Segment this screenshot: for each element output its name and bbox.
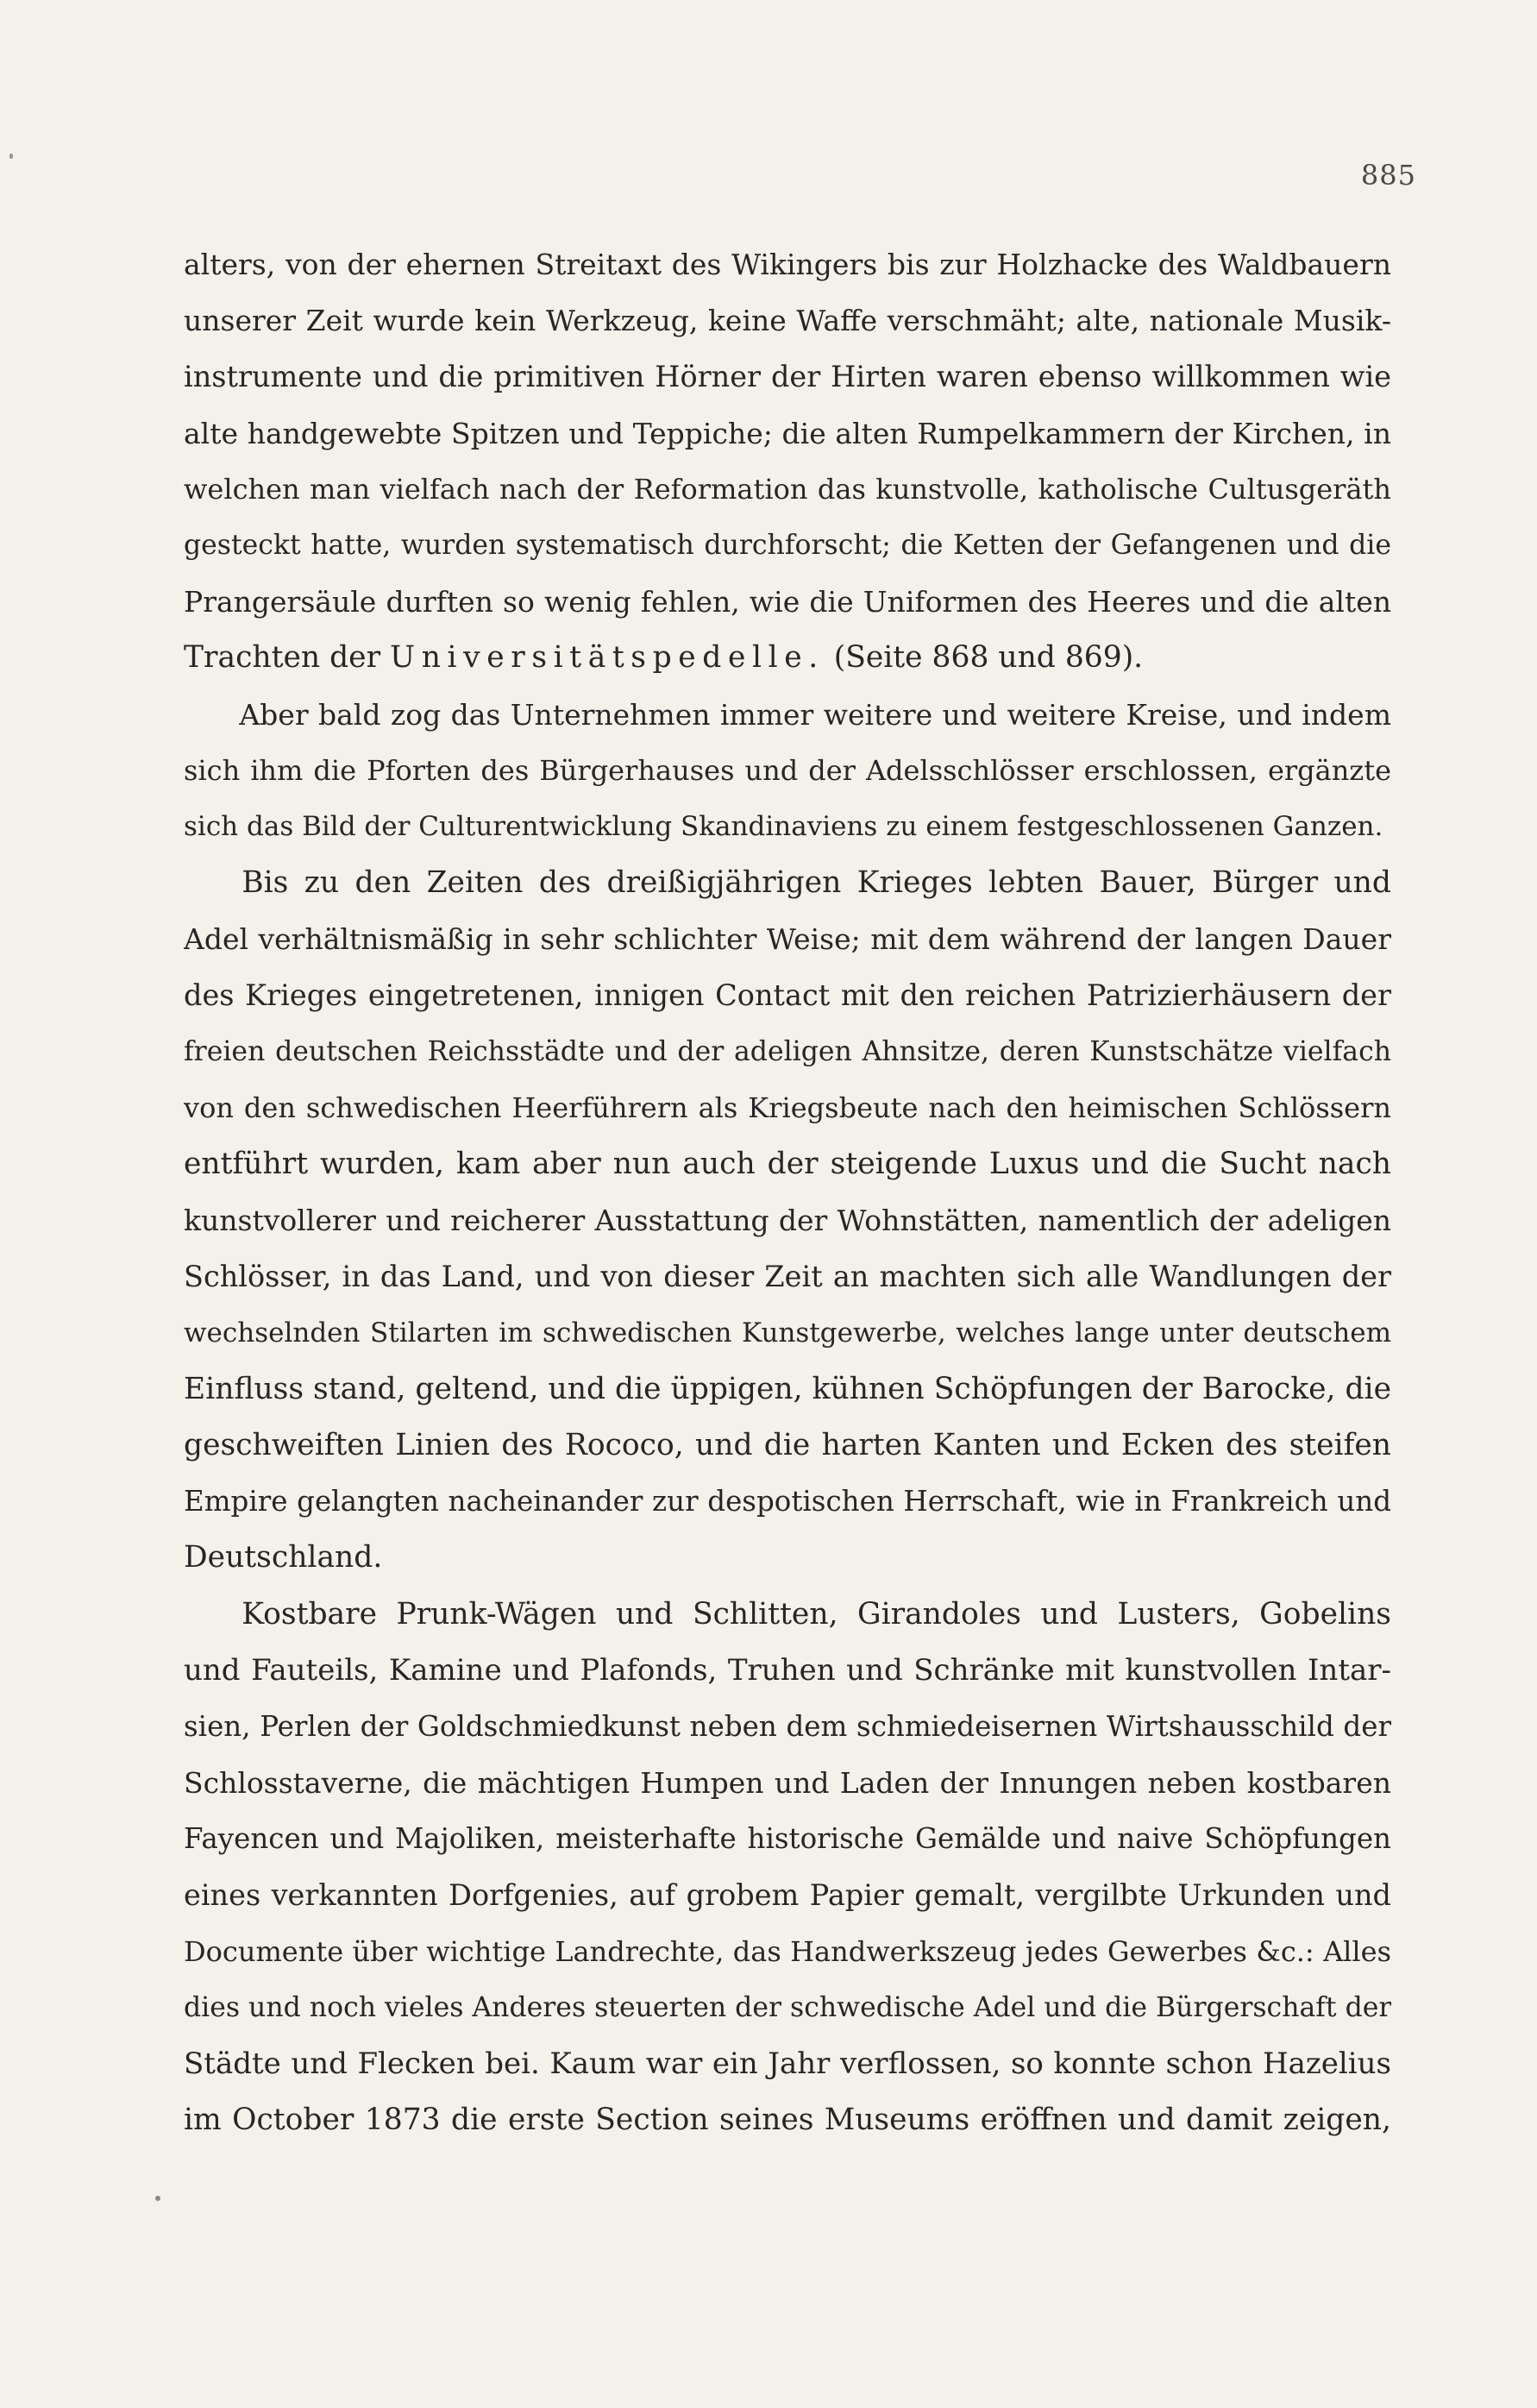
- text-line: Empire gelangten nacheinander zur despotischen Herrschaft, wie in Frankreich und: [184, 1485, 1391, 1518]
- text-line: und Fauteils, Kamine und Plafonds, Truhen und Schränke mit kunstvollen Intar-: [184, 1652, 1391, 1688]
- text-line: wechselnden Stilarten im schwedischen Kunstgewerbe, welches lange unter deutschem: [184, 1317, 1391, 1349]
- text-line: sien, Perlen der Goldschmiedkunst neben dem schmiedeisernen Wirtshausschild der: [184, 1709, 1391, 1743]
- text-line: Documente über wichtige Landrechte, das Handwerkszeug jedes Gewerbes &c.: Alles: [184, 1934, 1391, 1968]
- text-line: Bis zu den Zeiten des dreißigjährigen Krieges lebten Bauer, Bürger und: [242, 865, 1391, 901]
- text-line: [184, 630, 1391, 686]
- text-line: eines verkannten Dorfgenies, auf grobem Papier gemalt, vergilbte Urkunden und: [184, 1878, 1391, 1913]
- text-line: kunstvollerer und reicherer Ausstattung der Wohnstätten, namentlich der adeligen: [184, 1204, 1391, 1238]
- text-line: im October 1873 die erste Section seines Museums eröffnen und damit zeigen,: [184, 2103, 1391, 2138]
- text-line: Einfluss stand, geltend, und die üppigen, kühnen Schöpfungen der Barocke, die: [184, 1371, 1391, 1406]
- text-line: unserer Zeit wurde kein Werkzeug, keine Waffe verschmäht; alte, nationale Musik-: [184, 304, 1391, 338]
- text-line: welchen man vielfach nach der Reformation das kunstvolle, katholische Cultusgeräth: [184, 472, 1391, 506]
- text-line: Städte und Flecken bei. Kaum war ein Jahr verflossen, so konnte schon Hazelius: [184, 2046, 1391, 2081]
- page-reference: (Seite 868 und 869).: [833, 640, 1144, 676]
- text-line: Schlösser, in das Land, und von dieser Zeit an machten sich alle Wandlungen der: [184, 1260, 1391, 1294]
- text-line: dies und noch vieles Anderes steuerten der schwedische Adel und die Bürgerschaft der: [184, 1991, 1391, 2023]
- text-line: des Krieges eingetretenen, innigen Contact mit den reichen Patrizierhäusern der: [184, 978, 1391, 1013]
- text-line: entführt wurden, kam aber nun auch der steigende Luxus und die Sucht nach: [184, 1147, 1391, 1181]
- text-line: Schlosstaverne, die mächtigen Humpen und Laden der Innungen neben kostbaren: [184, 1766, 1391, 1801]
- text-line: von den schwedischen Heerführern als Kriegsbeute nach den heimischen Schlössern: [184, 1091, 1391, 1124]
- text-line: sich ihm die Pforten des Bürgerhauses und der Adelsschlösser erschlossen, ergänzte: [184, 753, 1391, 787]
- text-line: Fayencen und Majoliken, meisterhafte historische Gemälde und naive Schöpfungen: [184, 1822, 1391, 1856]
- text-line: Kostbare Prunk-Wägen und Schlitten, Girandoles und Lusters, Gobelins: [242, 1596, 1391, 1632]
- body-text: [184, 236, 1391, 2148]
- text-line: Aber bald zog das Unternehmen immer weitere und weitere Kreise, und indem: [239, 697, 1391, 732]
- page-number: 885: [1360, 159, 1416, 192]
- text-line: alte handgewebte Spitzen und Teppiche; die alten Rumpelkammern der Kirchen, in: [184, 416, 1391, 450]
- text-line: Prangersäule durften so wenig fehlen, wie die Uniformen des Heeres und die alten: [184, 585, 1391, 619]
- text-line: sich das Bild der Culturentwicklung Skandinaviens zu einem festgeschlossenen Ganzen.: [184, 810, 1383, 842]
- text-line: alters, von der ehernen Streitaxt des Wikingers bis zur Holzhacke des Waldbauern: [184, 248, 1391, 281]
- text-line: Adel verhältnismäßig in sehr schlichter Weise; mit dem während der langen Dauer: [184, 922, 1391, 957]
- text-line: freien deutschen Reichsstädte und der adeligen Ahnsitze, deren Kunstschätze vielfach: [184, 1035, 1391, 1067]
- text-line: gesteckt hatte, wurden systematisch durchforscht; die Ketten der Gefangenen und die: [184, 529, 1391, 561]
- text-run: Trachten der: [184, 640, 381, 676]
- spaced-term: Universitätspedelle.: [390, 640, 825, 676]
- text-line: instrumente und die primitiven Hörner der Hirten waren ebenso willkommen wie: [184, 360, 1391, 394]
- margin-mark: [155, 2196, 160, 2201]
- text-line: geschweiften Linien des Rococo, und die harten Kanten und Ecken des steifen: [184, 1427, 1391, 1462]
- margin-speck: [9, 154, 13, 159]
- text-line: Deutschland.: [184, 1540, 383, 1575]
